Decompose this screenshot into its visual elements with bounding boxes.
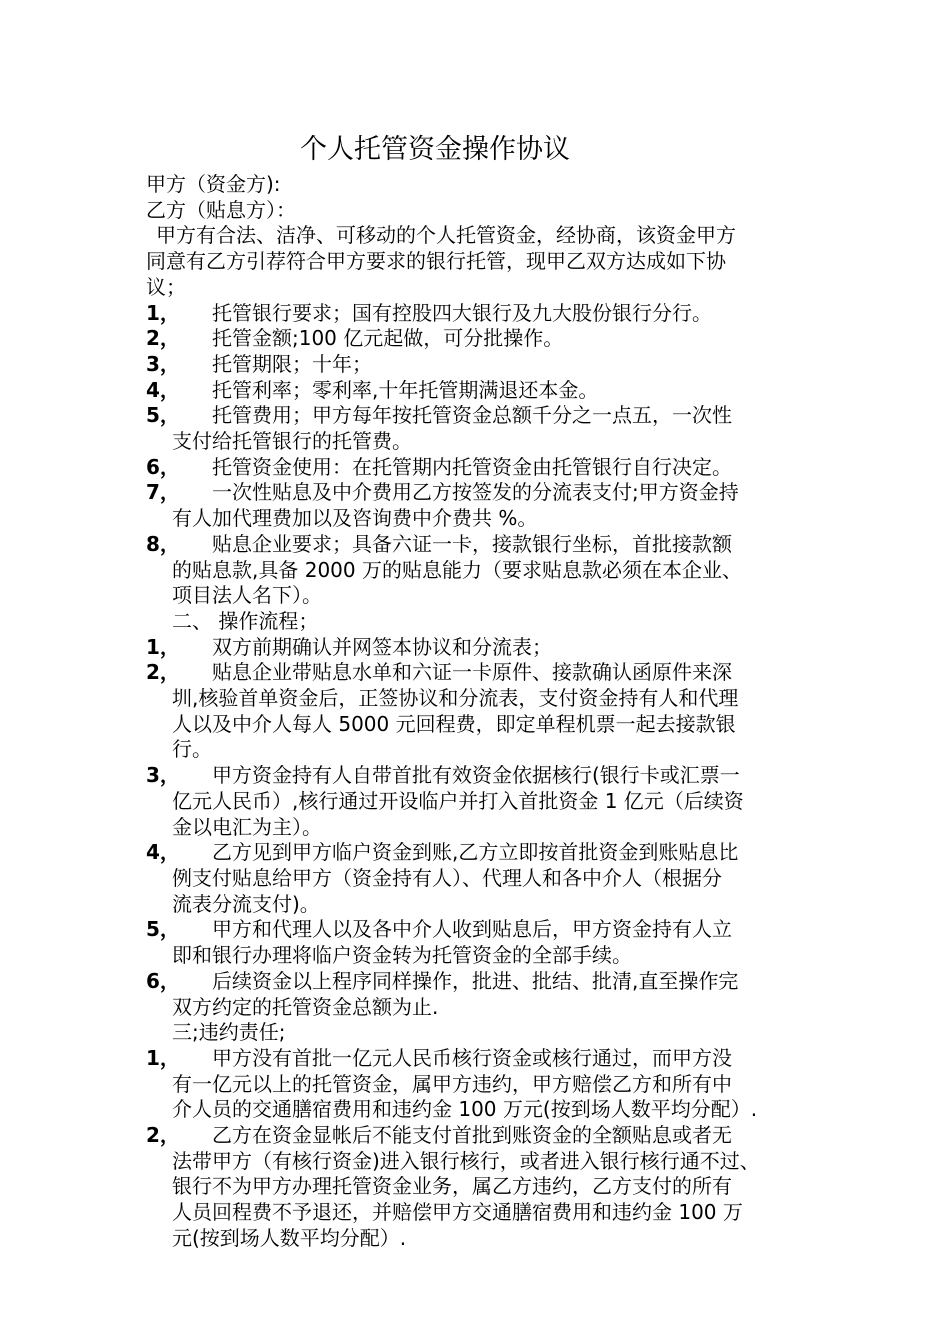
intro-line: 议； bbox=[146, 274, 186, 299]
item-text-line: 托管资金使用：在托管期内托管资金由托管银行自行决定。 bbox=[212, 454, 732, 479]
item-text-line: 支付给托管银行的托管费。 bbox=[172, 429, 412, 454]
item-text-line: 乙方见到甲方临户资金到账,乙方立即按首批资金到账贴息比 bbox=[212, 840, 739, 865]
party-a-label: 甲方（资金方): bbox=[146, 172, 281, 196]
item-number: 5， bbox=[146, 403, 180, 428]
list-item bbox=[146, 352, 826, 378]
item-text-line: 托管金额;100 亿元起做，可分批操作。 bbox=[212, 326, 564, 351]
document-body bbox=[146, 172, 826, 1252]
item-number: 8， bbox=[146, 531, 180, 556]
item-text-line: 双方约定的托管资金总额为止. bbox=[172, 994, 439, 1019]
section-1-list bbox=[146, 301, 826, 609]
section-3-heading: 三;违约责任; bbox=[172, 1020, 286, 1045]
item-text-line: 元(按到场人数平均分配）. bbox=[172, 1225, 407, 1250]
item-text-line: 项目法人名下）。 bbox=[172, 583, 322, 608]
item-text-line: 银行不为甲方办理托管资金业务，属乙方违约，乙方支付的所有 bbox=[172, 1174, 732, 1199]
item-number: 3， bbox=[146, 763, 180, 788]
item-number: 4， bbox=[146, 840, 180, 865]
item-text-line: 托管银行要求；国有控股四大银行及九大股份银行分行。 bbox=[212, 300, 712, 325]
item-text-line: 甲方没有首批一亿元人民币核行资金或核行通过，而甲方没 bbox=[212, 1045, 732, 1070]
item-text-line: 圳,核验首单资金后，正签协议和分流表，支付资金持有人和代理 bbox=[172, 686, 739, 711]
list-item bbox=[146, 840, 826, 917]
item-text-line: 有人加代理费加以及咨询费中介费共 %。 bbox=[172, 506, 538, 531]
list-item bbox=[146, 1046, 826, 1123]
list-item bbox=[146, 1123, 826, 1252]
item-text-line: 金以电汇为主）。 bbox=[172, 814, 322, 839]
item-text-line: 亿元人民币）,核行通过开设临户并打入首批资金 1 亿元（后续资 bbox=[172, 788, 744, 813]
item-text-line: 贴息企业带贴息水单和六证一卡原件、接款确认函原件来深 bbox=[212, 660, 732, 685]
item-number: 1， bbox=[146, 1045, 180, 1070]
item-text-line: 流表分流支付)。 bbox=[172, 891, 320, 916]
item-number: 6， bbox=[146, 968, 180, 993]
item-text-line: 法带甲方（有核行资金)进入银行核行，或者进入银行核行通不过、 bbox=[172, 1148, 760, 1173]
item-number: 6， bbox=[146, 454, 180, 479]
item-text-line: 贴息企业要求；具备六证一卡，接款银行坐标，首批接款额 bbox=[212, 531, 732, 556]
list-item bbox=[146, 378, 826, 404]
item-text-line: 介人员的交通膳宿费用和违约金 100 万元(按到场人数平均分配）. bbox=[172, 1097, 758, 1122]
section-3-list bbox=[146, 1046, 826, 1252]
item-number: 4， bbox=[146, 377, 180, 402]
intro-line: 同意有乙方引荐符合甲方要求的银行托管，现甲乙双方达成如下协 bbox=[146, 249, 726, 274]
item-text-line: 一次性贴息及中介费用乙方按签发的分流表支付;甲方资金持 bbox=[212, 480, 739, 505]
list-item bbox=[146, 969, 826, 1020]
item-text-line: 甲方和代理人以及各中介人收到贴息后，甲方资金持有人立 bbox=[212, 917, 732, 942]
list-item bbox=[146, 763, 826, 840]
item-number: 1， bbox=[146, 300, 180, 325]
item-number: 7， bbox=[146, 480, 180, 505]
item-text-line: 人以及中介人每人 5000 元回程费，即定单程机票一起去接款银 bbox=[172, 711, 736, 736]
intro-line: 甲方有合法、洁净、可移动的个人托管资金，经协商，该资金甲方 bbox=[156, 223, 736, 248]
item-number: 2， bbox=[146, 660, 180, 685]
item-text-line: 甲方资金持有人自带首批有效资金依据核行(银行卡或汇票一 bbox=[212, 763, 740, 788]
list-item bbox=[146, 532, 826, 609]
list-item bbox=[146, 455, 826, 481]
party-b-label: 乙方（贴息方）： bbox=[146, 197, 296, 222]
list-item bbox=[146, 660, 826, 763]
list-item bbox=[146, 301, 826, 327]
item-text-line: 托管费用；甲方每年按托管资金总额千分之一点五，一次性 bbox=[212, 403, 732, 428]
item-text-line: 乙方在资金显帐后不能支付首批到账资金的全额贴息或者无 bbox=[212, 1123, 732, 1148]
list-item bbox=[146, 635, 826, 661]
item-number: 2， bbox=[146, 1123, 180, 1148]
list-item bbox=[146, 480, 826, 531]
item-text-line: 双方前期确认并网签本协议和分流表； bbox=[212, 634, 552, 659]
item-text-line: 即和银行办理将临户资金转为托管资金的全部手续。 bbox=[172, 943, 632, 968]
list-item bbox=[146, 326, 826, 352]
item-text-line: 的贴息款,具备 2000 万的贴息能力（要求贴息款必须在本企业、 bbox=[172, 557, 742, 582]
item-number: 1， bbox=[146, 634, 180, 659]
item-number: 5， bbox=[146, 917, 180, 942]
list-item bbox=[146, 917, 826, 968]
item-text-line: 有一亿元以上的托管资金，属甲方违约，甲方赔偿乙方和所有中 bbox=[172, 1071, 732, 1096]
item-text-line: 托管期限；十年； bbox=[212, 351, 372, 376]
item-number: 2， bbox=[146, 326, 180, 351]
item-text-line: 后续资金以上程序同样操作，批进、批结、批清,直至操作完 bbox=[212, 968, 739, 993]
item-number: 3， bbox=[146, 351, 180, 376]
item-text-line: 行。 bbox=[172, 737, 212, 762]
section-2-heading: 二、 操作流程； bbox=[172, 608, 319, 633]
item-text-line: 例支付贴息给甲方（资金持有人）、代理人和各中介人（根据分 bbox=[172, 865, 722, 890]
item-text-line: 人员回程费不予退还，并赔偿甲方交通膳宿费用和违约金 100 万 bbox=[172, 1200, 743, 1225]
list-item bbox=[146, 403, 826, 454]
document-title: 个人托管资金操作协议 bbox=[300, 134, 570, 165]
intro-paragraph bbox=[146, 223, 826, 300]
item-text-line: 托管利率；零利率,十年托管期满退还本金。 bbox=[212, 377, 599, 402]
section-2-list bbox=[146, 635, 826, 1021]
